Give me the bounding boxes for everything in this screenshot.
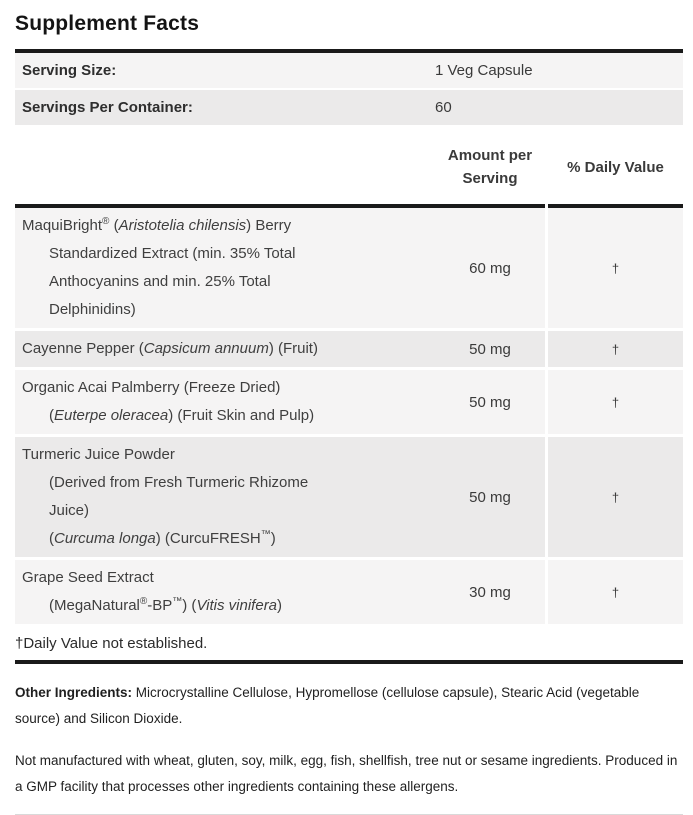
amount-column-header: Amount per Serving (447, 147, 533, 187)
other-ingredients-text: Microcrystalline Cellulose, Hypromellose (cellulose capsule), Stearic Acid (vegetable source) and Silicon Dioxide. (15, 685, 640, 726)
serving-row (15, 90, 683, 125)
other-ingredients-label: Other Ingredients: (15, 685, 133, 700)
daily-value-cell: † (548, 331, 683, 367)
ingredient-cell (15, 560, 545, 624)
column-headers (15, 125, 683, 204)
ingredient-cell (15, 370, 545, 434)
ingredient-table-body (15, 208, 683, 624)
amount-value: 50 mg (469, 488, 511, 506)
ingredient-name-line: Juice) (49, 502, 90, 519)
serving-row (15, 53, 683, 88)
ingredient-row (15, 370, 683, 434)
ingredient-name-line: MaquiBright® (Aristotelia chilensis) Berry (22, 216, 292, 234)
ingredient-name-line: Turmeric Juice Powder (22, 446, 175, 463)
amount-value: 50 mg (469, 340, 511, 358)
serving-label: Serving Size: (22, 62, 117, 79)
ingredient-cell (15, 208, 545, 328)
ingredient-row (15, 560, 683, 624)
ingredient-name-line: Organic Acai Palmberry (Freeze Dried) (22, 379, 281, 396)
daily-value-cell: † (548, 208, 683, 328)
serving-label: Servings Per Container: (22, 99, 193, 116)
serving-value: 60 (435, 99, 452, 116)
ingredient-name (15, 564, 435, 620)
ingredient-cell (15, 437, 545, 557)
daily-value-cell: † (548, 370, 683, 434)
ingredient-row (15, 331, 683, 367)
amount-value: 30 mg (469, 583, 511, 601)
page-title: Supplement Facts (15, 12, 200, 35)
amount-value: 50 mg (469, 393, 511, 411)
daily-value-column-header: % Daily Value (567, 158, 664, 176)
ingredient-name-line: (Curcuma longa) (CurcuFRESH™) (49, 529, 276, 547)
ingredient-name-line: (Euterpe oleracea) (Fruit Skin and Pulp) (49, 407, 315, 424)
ingredient-name-line: Delphinidins) (49, 301, 136, 318)
daily-value-cell: † (548, 560, 683, 624)
ingredient-name (15, 441, 435, 553)
ingredient-name-line: (MegaNatural®-BP™) (Vitis vinifera) (49, 596, 283, 614)
ingredient-name-line: Anthocyanins and min. 25% Total (49, 273, 271, 290)
ingredient-name (15, 212, 435, 324)
divider-thick-bottom (15, 660, 683, 664)
ingredient-name (15, 374, 435, 430)
ingredient-name-line: Cayenne Pepper (Capsicum annuum) (Fruit) (22, 340, 318, 357)
ingredient-cell (15, 331, 545, 367)
ingredient-row (15, 437, 683, 557)
daily-value-cell: † (548, 437, 683, 557)
ingredient-name-line: (Derived from Fresh Turmeric Rhizome (49, 474, 309, 491)
ingredient-row (15, 208, 683, 328)
allergen-statement: Not manufactured with wheat, gluten, soy, milk, egg, fish, shellfish, tree nut or sesame ingredients. Produced in a GMP facility that processes other ingredients containing these allergens. (15, 753, 678, 794)
amount-value: 60 mg (469, 259, 511, 277)
ingredient-name-line: Grape Seed Extract (22, 569, 154, 586)
ingredient-name (15, 335, 435, 363)
other-ingredients-paragraph (15, 680, 683, 732)
serving-value: 1 Veg Capsule (435, 62, 533, 79)
serving-table (15, 53, 683, 125)
ingredient-name-line: Standardized Extract (min. 35% Total (49, 245, 296, 262)
daily-value-footnote: †Daily Value not established. (15, 635, 208, 652)
